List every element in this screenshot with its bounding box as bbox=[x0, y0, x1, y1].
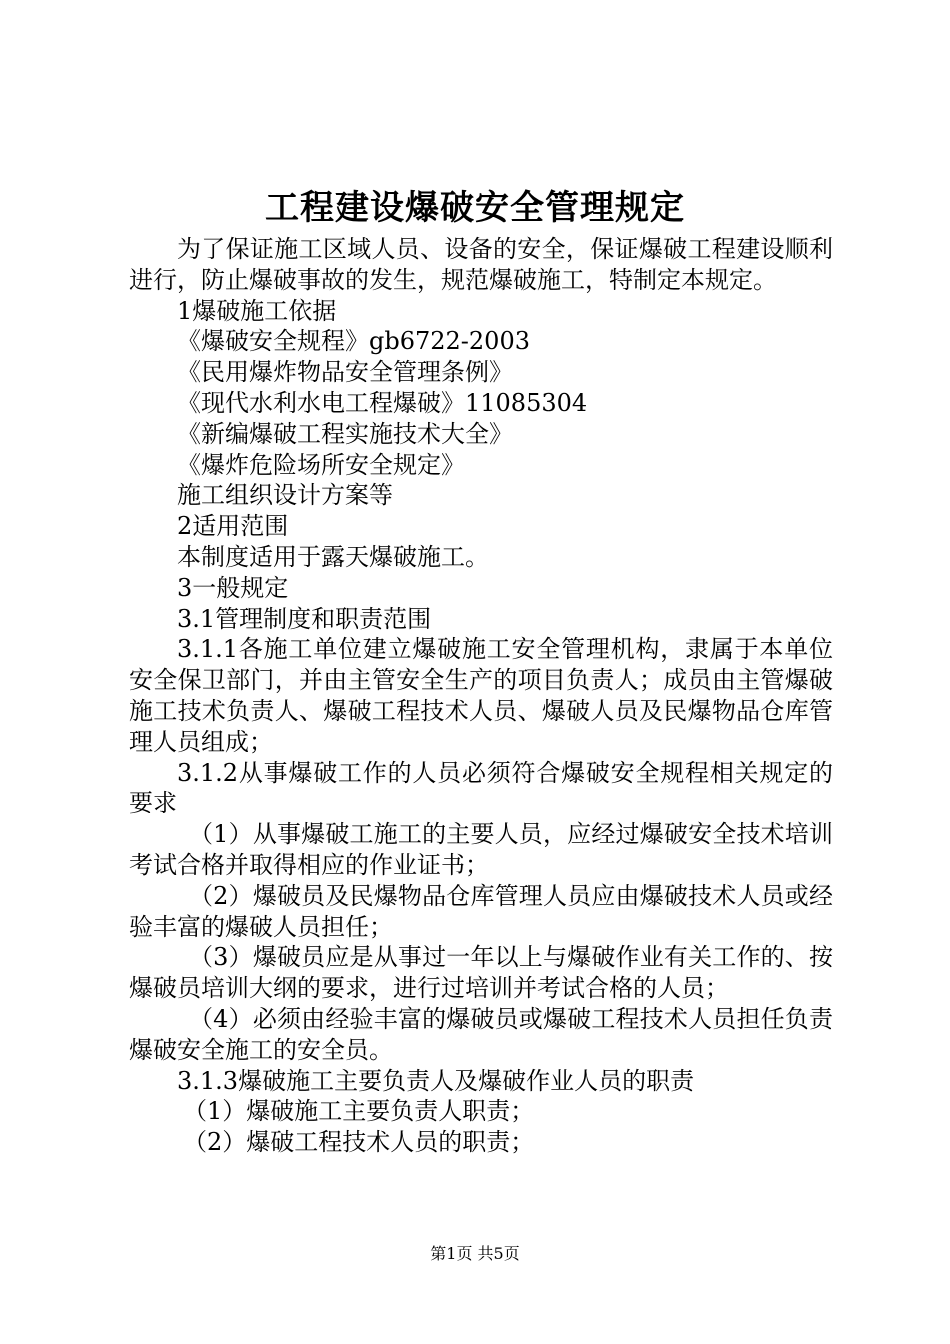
list-item: （2）爆破员及民爆物品仓库管理人员应由爆破技术人员或经验丰富的爆破人员担任； bbox=[129, 881, 833, 941]
reference-item: 《民用爆炸物品安全管理条例》 bbox=[177, 358, 513, 387]
paragraph-3-1-1: 3.1.1各施工单位建立爆破施工安全管理机构，隶属于本单位安全保卫部门，并由主管安全生产的项目负责人；成员由主管爆破施工技术负责人、爆破工程技术人员、爆破人员及民爆物品仓库管理人员组成； bbox=[129, 635, 833, 756]
reference-item: 施工组织设计方案等 bbox=[177, 481, 393, 510]
reference-item: 《爆炸危险场所安全规定》 bbox=[177, 450, 465, 479]
document-title: 工程建设爆破安全管理规定 bbox=[265, 188, 685, 228]
page-number-footer: 第1页 共5页 bbox=[430, 1244, 520, 1263]
list-item: （2）爆破工程技术人员的职责； bbox=[183, 1128, 535, 1157]
list-item: （1）爆破施工主要负责人职责； bbox=[183, 1097, 535, 1126]
list-item: （4）必须由经验丰富的爆破员或爆破工程技术人员担任负责爆破安全施工的安全员。 bbox=[129, 1004, 833, 1064]
reference-item: 《新编爆破工程实施技术大全》 bbox=[177, 419, 513, 448]
heading-section-3-1-3: 3.1.3爆破施工主要负责人及爆破作业人员的职责 bbox=[177, 1066, 695, 1095]
paragraph-scope: 本制度适用于露天爆破施工。 bbox=[177, 542, 489, 571]
heading-section-3-1: 3.1管理制度和职责范围 bbox=[177, 604, 432, 633]
heading-section-2: 2适用范围 bbox=[177, 512, 289, 541]
paragraph-intro: 为了保证施工区域人员、设备的安全，保证爆破工程建设顺利进行，防止爆破事故的发生，规范爆破施工，特制定本规定。 bbox=[129, 235, 833, 294]
document-body bbox=[129, 234, 833, 1158]
heading-section-3: 3一般规定 bbox=[177, 573, 289, 602]
paragraph-3-1-2: 3.1.2从事爆破工作的人员必须符合爆破安全规程相关规定的要求 bbox=[129, 758, 833, 818]
list-item: （3）爆破员应是从事过一年以上与爆破作业有关工作的、按爆破员培训大纲的要求，进行过培训并考试合格的人员； bbox=[129, 943, 833, 1003]
list-item: （1）从事爆破工施工的主要人员，应经过爆破安全技术培训考试合格并取得相应的作业证书； bbox=[129, 820, 833, 879]
reference-item: 《现代水利水电工程爆破》11085304 bbox=[177, 388, 588, 417]
heading-section-1: 1爆破施工依据 bbox=[177, 296, 337, 325]
reference-item: 《爆破安全规程》gb6722-2003 bbox=[177, 327, 530, 356]
